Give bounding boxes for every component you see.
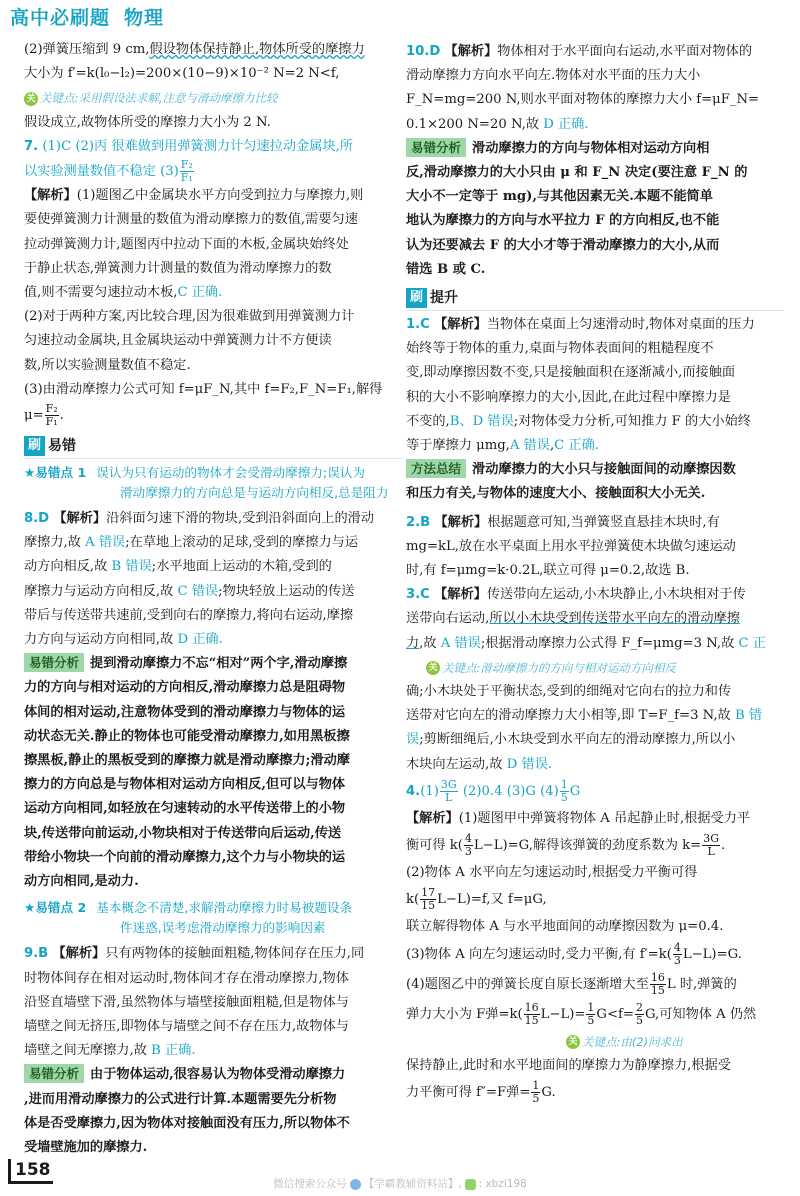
- q4-ans1-fraction: $\frac{3G}{L}$: [440, 777, 457, 804]
- r-q1-line2: 始终等于物体的重力,桌面与物体表面间的粗糙程度不: [406, 341, 714, 357]
- q10-line2: 滑动摩擦力方向水平向左.物体对水平面的压力大小: [406, 68, 701, 84]
- q10-analysis-line6: 错选 B 或 C.: [406, 261, 486, 277]
- q8-line4: 摩擦力与运动方向相反,故 C 错误;物块轻放上运动的传送: [24, 583, 355, 599]
- q9-line3: 沿竖直墙壁下滑,虽然物体与墙壁接触面粗糙,但是物体与: [24, 994, 349, 1010]
- r-q3-line3: 力,故 A 错误;根据滑动摩擦力公式得 F_f=μmg=3 N,故 C 正: [406, 635, 766, 651]
- mu-fraction: $\frac{\text{F₂}}{\text{F₁}}$: [45, 402, 58, 429]
- book-title-text: 高中必刷题: [10, 7, 111, 29]
- q7-mu-result: μ= $\frac{\text{F₂}}{\text{F₁}}$ .: [24, 402, 64, 429]
- section-badge: 刷: [406, 288, 427, 308]
- q7-analysis-line3: 拉动弹簧测力计,题图丙中拉动下面的木板,金属块始终处: [24, 236, 349, 252]
- r-q3-line7: 木块向左运动,故 D 错误.: [406, 756, 553, 772]
- q8-line5: 带后与传送带共速前,受到向右的摩擦力,将向右运动,摩擦: [24, 607, 354, 623]
- book-title: [10, 4, 164, 32]
- r-q4-answer: 4.(1) $\frac{3G}{L}$ (2)0.4 (3)G (4) $\frac{1}{5}$ G: [406, 777, 581, 804]
- r-q3-line4: 确;小木块处于平衡状态,受到的细绳对它向右的拉力和传: [406, 684, 732, 700]
- q8-analysis-line2: 力的方向与相对运动的方向相反,滑动摩擦力总是阻碍物: [24, 680, 346, 696]
- q8-analysis-line7: 运动方向相同,如轻放在匀速转动的水平传送带上的小物: [24, 801, 346, 817]
- wechat-icon: [465, 1179, 476, 1190]
- q8-line3: 动方向相反,故 B 错误;水平地面上运动的木箱,受到的: [24, 559, 332, 575]
- q9-line2: 时物体间存在相对运动时,物体间才存在滑动摩擦力,物体: [24, 970, 349, 986]
- q9-line1: 9.B 【解析】只有两物体的接触面粗糙,物体间存在压力,同: [24, 946, 365, 962]
- assumption-text: 假设物体保持静止,物体所受的摩擦力: [149, 42, 365, 57]
- q10-analysis-line2: 反,滑动摩擦力的大小只由 μ 和 F_N 决定(要注意 F_N 的: [406, 165, 748, 181]
- q8-line6: 力方向与运动方向相同,故 D 正确.: [24, 632, 223, 648]
- star-icon: ★: [24, 465, 36, 481]
- q9-line5: 墙壁之间无摩擦力,故 B 正确.: [24, 1043, 196, 1059]
- q8-analysis-line1: 易错分析 提到滑动摩擦力不忘“相对”两个字,滑动摩擦: [24, 652, 402, 676]
- section-title: 易错: [48, 437, 77, 454]
- r-q3-line1: 3.C 【解析】传送带向左运动,小木块静止,小木块相对于传: [406, 587, 746, 603]
- r-q4-line1: 【解析】(1)题图甲中弹簧将物体 A 吊起静止时,根据受力平: [406, 810, 751, 826]
- q10-analysis-line1: 易错分析 滑动摩擦力的方向与物体相对运动方向相: [406, 137, 784, 161]
- q9-analysis-line4: 受墙壁施加的摩擦力.: [24, 1139, 148, 1155]
- q8-analysis-line5: 擦黑板,静止的黑板受到的摩擦力就是滑动摩擦力;滑动摩: [24, 753, 350, 769]
- q10-line4: 0.1×200 N=20 N,故 D 正确.: [406, 116, 589, 132]
- q10-line1: 10.D 【解析】物体相对于水平面向右运动,水平面对物体的: [406, 44, 753, 59]
- q7-analysis-line2: 要使弹簧测力计测量的数值为滑动摩擦力的数值,需要匀速: [24, 212, 358, 228]
- q6-part2-line1: (2)弹簧压缩到 9 cm,假设物体保持静止,物体所受的摩擦力: [24, 42, 365, 57]
- left-column: [24, 38, 402, 1160]
- r-q4-line9: 保持静止,此时和水平地面间的摩擦力为静摩擦力,根据受: [406, 1057, 731, 1073]
- q7-answer: 7. (1)C (2)丙 很难做到用弹簧测力计匀速拉动金属块,所: [24, 138, 353, 154]
- key-point-note: 关 关键点:采用假设法求解,注意与滑动摩擦力比较: [24, 86, 402, 110]
- q10-analysis-line5: 认为还要减去 F 的大小才等于滑动摩擦力的大小,从而: [406, 237, 720, 253]
- r-q2-line3: 时,有 f=μmg=k·0.2L,联立可得 μ=0.2,故选 B.: [406, 563, 690, 579]
- r-q4-line10: 力平衡可得 f″=F弹= $\frac{1}{5}$ G.: [406, 1078, 556, 1105]
- q7-analysis-line1: 【解析】(1)题图乙中金属块水平方向受到拉力与摩擦力,则: [24, 188, 364, 204]
- analysis-label: 易错分析: [406, 138, 466, 157]
- q10-line3: F_N=mg=200 N,则水平面对物体的摩擦力大小 f=μF_N=: [406, 92, 760, 108]
- key-point-note: 关 关键点:滑动摩擦力的方向与相对运动方向相反: [406, 656, 784, 680]
- q6-part2-line3: 假设成立,故物体所受的摩擦力大小为 2 N.: [24, 114, 271, 130]
- key-point-icon: 关: [24, 92, 38, 106]
- q9-analysis-line2: ,进而用滑动摩擦力的公式进行计算.本题需要先分析物: [24, 1091, 337, 1107]
- r-q4-line5: 联立解得物体 A 与水平地面间的动摩擦因数为 μ=0.4.: [406, 919, 724, 935]
- r-q2-line2: mg=kL,放在水平桌面上用水平拉弹簧使木块做匀速运动: [406, 538, 736, 554]
- key-point-icon: 关: [566, 1035, 580, 1049]
- r-q4-line8: 弹力大小为 F弹=k( $\frac{16}{15}$ L−L)= $\frac{1}{5}$ G<f= $\frac{2}{5}$ G,可知物体 A 仍然: [406, 1000, 757, 1027]
- q8-analysis-line8: 块,传送带向前运动,小物块相对于传送带向后运动,传送: [24, 825, 342, 841]
- r-q2-line1: 2.B 【解析】根据题意可知,当弹簧竖直悬挂木块时,有: [406, 514, 720, 530]
- section-tisheng: [406, 286, 784, 311]
- key-point-note: 关 关键点:由(2)问求出: [406, 1030, 784, 1054]
- r-q3-line5: 送带对它向左的滑动摩擦力大小相等,即 T=F_f=3 N,故 B 错: [406, 708, 763, 724]
- q4-ans4-fraction: $\frac{1}{5}$: [560, 777, 568, 804]
- q10-analysis-line3: 大小不一定等于 mg),与其他因素无关.本题不能简单: [406, 189, 713, 205]
- trap-point-1: ★易错点 1 误认为只有运动的物体才会受滑动摩擦力;误认为 滑动摩擦力的方向总是与运动方向相反,总是阻力: [24, 465, 389, 501]
- r-q4-line2: 衡可得 k( $\frac{4}{3}$ L−L)=G,解得该弹簧的劲度系数为 k= $\frac{3G}{L}$ .: [406, 832, 726, 859]
- q7-analysis-line8: 数,所以实验测量数值不稳定.: [24, 357, 191, 373]
- subject-label: 物理: [124, 7, 165, 29]
- r-q3-line2: 送带向右运动,所以小木块受到传送带水平向左的滑动摩擦: [406, 611, 740, 627]
- r-q4-line4: k( $\frac{17}{15}$ L−L)=f,又 f=μG,: [406, 886, 547, 913]
- r-q4-line6: (3)物体 A 向左匀速运动时,受力平衡,有 f′=k( $\frac{4}{3}$ L−L)=G.: [406, 940, 742, 967]
- q6-part2-line2: 大小为 f′=k(l₀−l₂)=200×(10−9)×10⁻² N=2 N<f,: [24, 66, 340, 82]
- footer-watermark: 微信搜索公众号 【学霸教辅资料站】, : xbzl198: [273, 1178, 527, 1190]
- section-title: 提升: [430, 289, 459, 306]
- q9-analysis-line3: 体是否受摩擦力,因为物体对接触面没有压力,所以物体不: [24, 1115, 350, 1131]
- q8-line1: 8.D 【解析】沿斜面匀速下滑的物块,受到沿斜面向上的滑动: [24, 511, 375, 527]
- page-number: 158: [8, 1159, 53, 1184]
- page-header: [0, 0, 800, 38]
- r-q4-line7: (4)题图乙中的弹簧长度自原长逐渐增大至 $\frac{16}{15}$ L 时,弹簧的: [406, 970, 737, 997]
- q9-analysis-line1: 易错分析 由于物体运动,很容易认为物体受滑动摩擦力: [24, 1063, 402, 1087]
- r-q1-line1: 1.C 【解析】当物体在桌面上匀速滑动时,物体对桌面的压力: [406, 317, 755, 333]
- r-q4-line3: (2)物体 A 水平向左匀速运动时,根据受力平衡可得: [406, 865, 698, 881]
- bookmark-icon: [350, 1179, 361, 1190]
- q8-analysis-line10: 动方向相同,是动力.: [24, 874, 139, 890]
- q7-answer-cont: 以实验测量数值不稳定 (3) $\frac{\text{F₂}}{\text{F₁}}$: [24, 158, 193, 185]
- r-q3-line6: 误;剪断细绳后,小木块受到水平向左的滑动摩擦力,所以小: [406, 732, 736, 748]
- key-point-icon: 关: [426, 661, 440, 675]
- analysis-label: 易错分析: [24, 1064, 84, 1083]
- q7-analysis-line6: (2)对于两种方案,丙比较合理,因为很难做到用弹簧测力计: [24, 309, 355, 325]
- q8-line2: 摩擦力,故 A 错误;在草地上滚动的足球,受到的摩擦力与运: [24, 535, 359, 551]
- analysis-label: 易错分析: [24, 653, 84, 672]
- r-q1-line4: 积的大小不影响摩擦力的大小,因此,在此过程中摩擦力是: [406, 389, 731, 405]
- star-icon: ★: [24, 900, 36, 916]
- r-q1-method-line1: 方法总结 滑动摩擦力的大小只与接触面间的动摩擦因数: [406, 458, 784, 482]
- q8-analysis-line4: 动状态无关.静止的物体也可能受滑动摩擦力,如用黑板擦: [24, 728, 350, 744]
- method-label: 方法总结: [406, 459, 466, 478]
- q8-analysis-line3: 体间的相对运动,注意物体受到的滑动摩擦力与物体的运: [24, 704, 346, 720]
- q7-answer-fraction: $\frac{\text{F₂}}{\text{F₁}}$: [180, 158, 193, 185]
- r-q1-method-line2: 和压力有关,与物体的速度大小、接触面积大小无关.: [406, 486, 706, 502]
- r-q1-line6: 等于摩擦力 μmg,A 错误,C 正确.: [406, 438, 599, 454]
- section-badge: 刷: [24, 436, 45, 456]
- right-column: [406, 40, 784, 1108]
- q10-analysis-line4: 地认为摩擦力的方向与水平拉力 F 的方向相反,也不能: [406, 213, 720, 229]
- r-q1-line5: 不变的,B、D 错误;对物体受力分析,可知推力 F 的大小始终: [406, 413, 751, 429]
- q7-analysis-line7: 匀速拉动金属块,且金属块运动中弹簧测力计不方便读: [24, 333, 332, 349]
- q9-line4: 墙壁之间无挤压,即物体与墙壁之间不存在压力,故物体与: [24, 1018, 349, 1034]
- section-yicuo: [24, 434, 402, 459]
- trap-point-2: ★易错点 2 基本概念不清楚,求解滑动摩擦力时易被题设条 件迷惑,误考虑滑动摩擦力的影响因素: [24, 900, 353, 936]
- q7-analysis-line5: 值,则不需要匀速拉动木板,C 正确.: [24, 285, 223, 301]
- r-q1-line3: 变,即动摩擦因数不变,只是接触面积在逐渐减小,而接触面: [406, 365, 736, 381]
- q8-analysis-line6: 擦力的方向总是与物体相对运动方向相反,但可以与物体: [24, 777, 346, 793]
- q8-analysis-line9: 带给小物块一个向前的滑动摩擦力,这个力与小物块的运: [24, 849, 346, 865]
- q7-analysis-line4: 于静止状态,弹簧测力计测量的数值为滑动摩擦力的数: [24, 260, 332, 276]
- q7-analysis-line9: (3)由滑动摩擦力公式可知 f=μF_N,其中 f=F₂,F_N=F₁,解得: [24, 381, 383, 397]
